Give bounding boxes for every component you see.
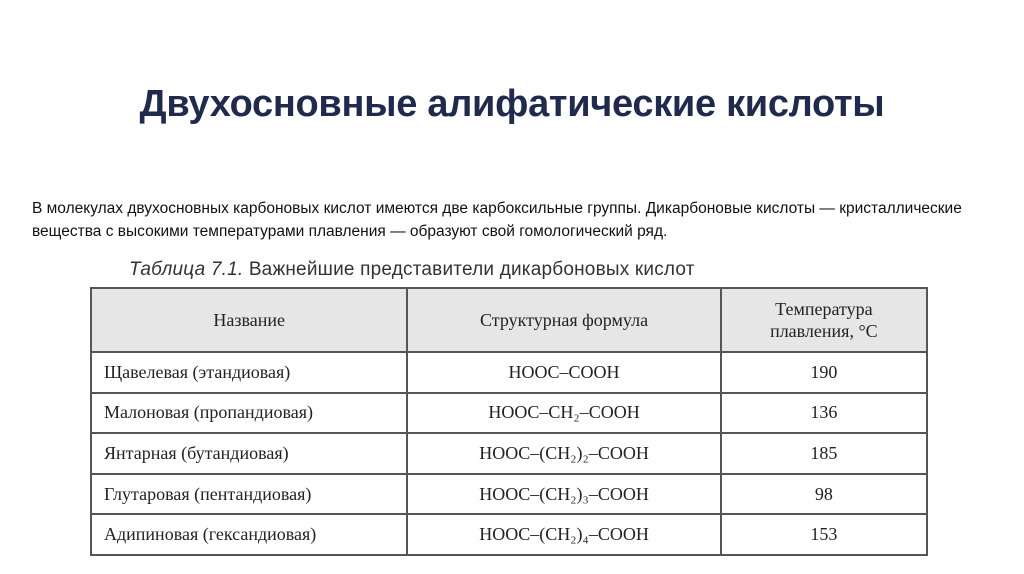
- acid-name: Янтарная (бутандиовая): [91, 433, 407, 474]
- header-name: Название: [91, 288, 407, 352]
- header-temperature: [721, 288, 927, 352]
- acid-formula: HOOC–COOH: [407, 352, 720, 393]
- table-header-row: [91, 288, 927, 352]
- table-caption-label: Таблица 7.1.: [129, 259, 244, 280]
- slide-title: Двухосновные алифатические кислоты: [139, 83, 885, 126]
- acid-formula: HOOC–(CH₂)₂–COOH: [407, 433, 720, 474]
- table-row: [91, 433, 927, 474]
- acid-melting-point: 190: [721, 352, 927, 393]
- table-row: [91, 474, 927, 515]
- table-row: [91, 352, 927, 393]
- table-caption: [129, 259, 695, 281]
- table-caption-text: Важнейшие представители дикарбоновых кислот: [248, 259, 695, 280]
- acid-melting-point: 136: [721, 393, 927, 434]
- header-temperature-line1: Температура: [775, 299, 873, 319]
- acids-table: [90, 287, 928, 556]
- acid-melting-point: 153: [721, 514, 927, 555]
- acid-formula: HOOC–(CH₂)₃–COOH: [407, 474, 720, 515]
- table-row: [91, 393, 927, 434]
- table-row: [91, 514, 927, 555]
- acid-name: Глутаровая (пентандиовая): [91, 474, 407, 515]
- acid-formula: HOOC–CH₂–COOH: [407, 393, 720, 434]
- header-temperature-line2: плавления, °С: [770, 321, 878, 341]
- header-formula: Структурная формула: [407, 288, 720, 352]
- intro-paragraph: В молекулах двухосновных карбоновых кислот имеются две карбоксильные группы. Дикарбоновые кислоты — кристаллические вещества с высокими температурами плавления — образуют свой гомологический ряд.: [32, 199, 962, 240]
- acid-melting-point: 98: [721, 474, 927, 515]
- acid-name: Малоновая (пропандиовая): [91, 393, 407, 434]
- acid-name: Адипиновая (гександиовая): [91, 514, 407, 555]
- acid-melting-point: 185: [721, 433, 927, 474]
- acid-formula: HOOC–(CH₂)₄–COOH: [407, 514, 720, 555]
- acid-name: Щавелевая (этандиовая): [91, 352, 407, 393]
